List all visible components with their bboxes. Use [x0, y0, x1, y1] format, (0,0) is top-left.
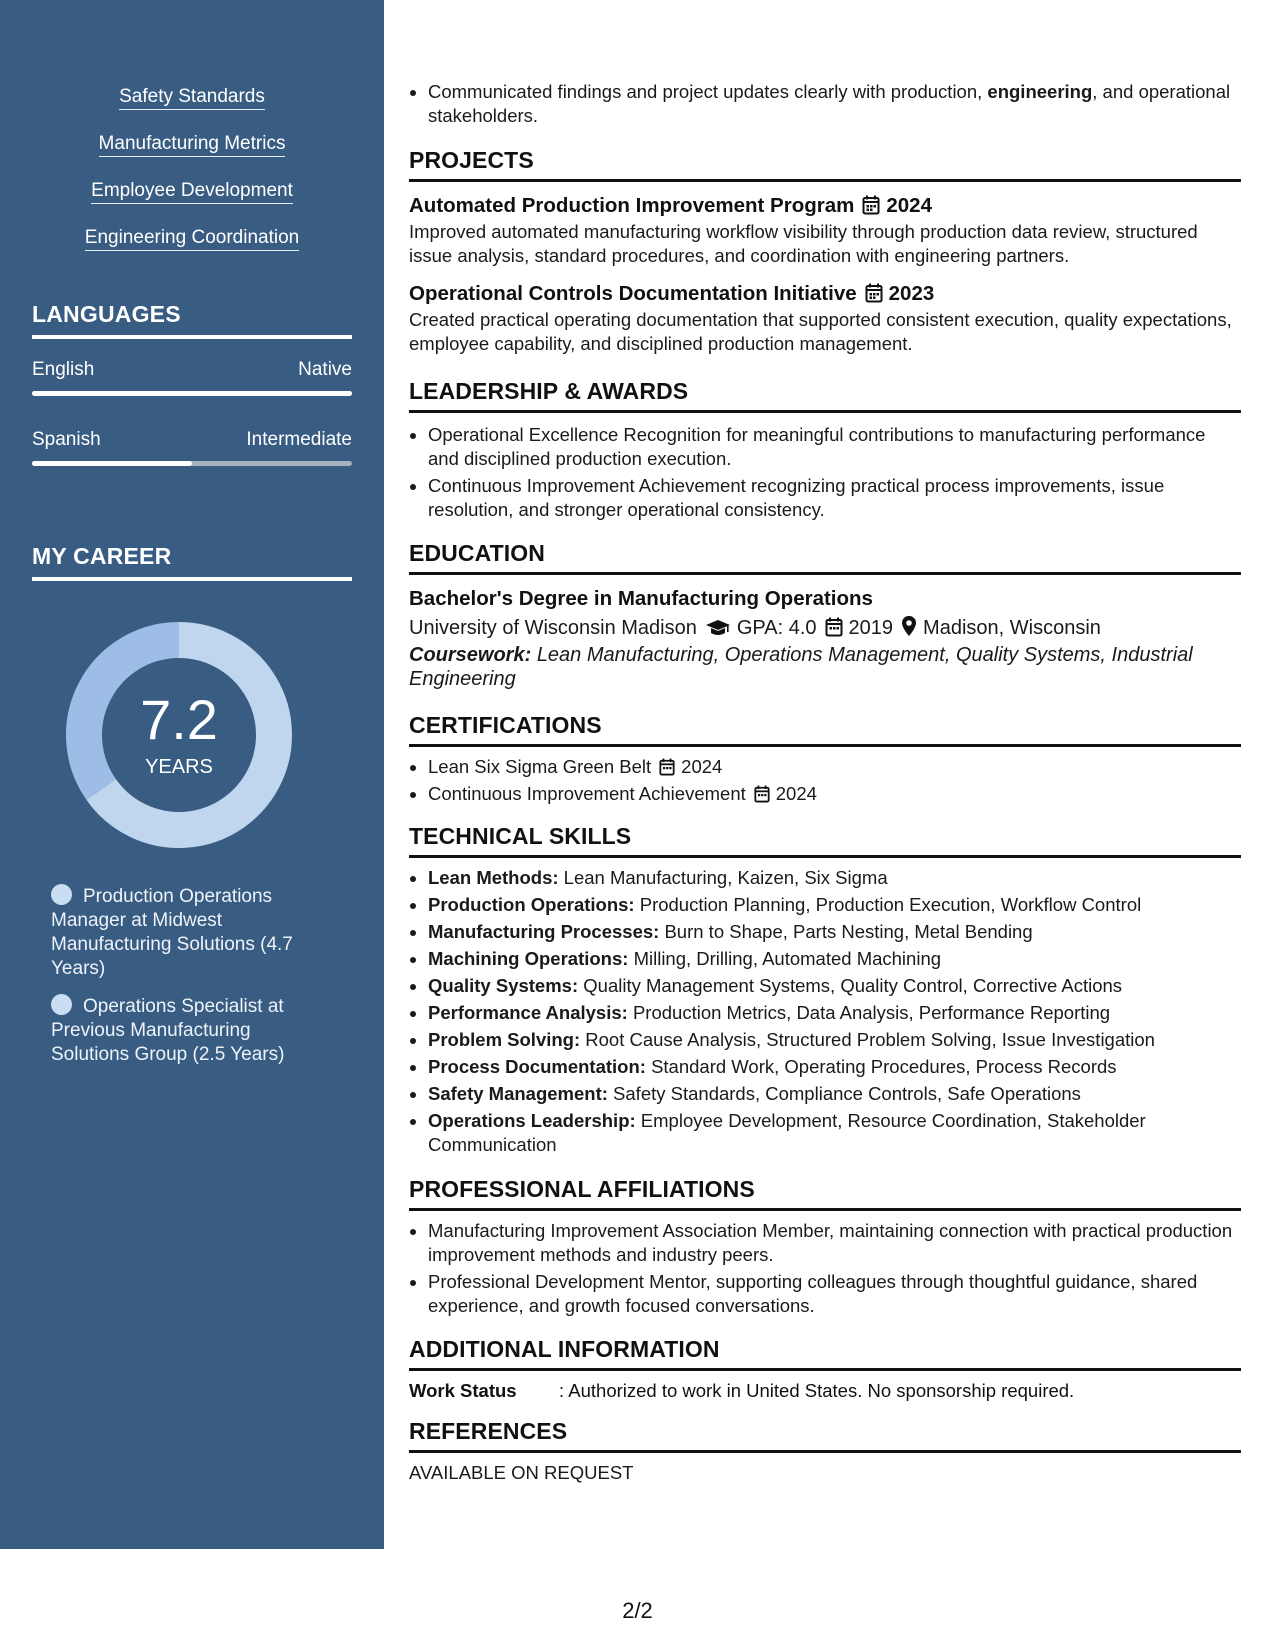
- skill-item: • Process Documentation: Standard Work, Operating Procedures, Process Records: [428, 1055, 1241, 1079]
- skill-tag[interactable]: Employee Development: [91, 180, 293, 204]
- school-name: University of Wisconsin Madison: [409, 617, 697, 639]
- skill-tag[interactable]: Manufacturing Metrics: [99, 133, 286, 157]
- skill-item: • Quality Systems: Quality Management Systems, Quality Control, Corrective Actions: [428, 974, 1241, 998]
- career-dot-icon: [51, 994, 72, 1015]
- certification-year: 2024: [775, 783, 817, 804]
- sidebar: [0, 0, 384, 1549]
- work-status-value: : Authorized to work in United States. No sponsorship required.: [559, 1380, 1075, 1401]
- calendar-icon: [862, 195, 880, 215]
- references-section: [409, 1418, 1241, 1485]
- language-bar-fill: [32, 391, 352, 396]
- project-year: 2023: [888, 282, 935, 305]
- career-item-text: Operations Specialist at Previous Manufacturing Solutions Group (2.5 Years): [51, 996, 285, 1065]
- sidebar-skills-list: [0, 86, 384, 274]
- list-item: • Operational Excellence Recognition for meaningful contributions to manufacturing performance and disciplined production execution.: [428, 423, 1241, 471]
- career-item-text: Production Operations Manager at Midwest Manufacturing Solutions (4.7 Years): [51, 886, 293, 979]
- career-heading: MY CAREER: [32, 543, 352, 581]
- page-number: 2/2: [622, 1598, 653, 1623]
- project-title: Operational Controls Documentation Initiative 2023: [409, 282, 935, 305]
- list-item: • Manufacturing Improvement Association Member, maintaining connection with practical production improvement methods and industry peers.: [428, 1219, 1241, 1267]
- language-name: Spanish: [32, 429, 101, 450]
- section-title: REFERENCES: [409, 1418, 1241, 1453]
- skill-item: • Performance Analysis: Production Metrics, Data Analysis, Performance Reporting: [428, 1001, 1241, 1025]
- graduation-year: 2019: [848, 617, 894, 639]
- skill-item: • Problem Solving: Root Cause Analysis, Structured Problem Solving, Issue Investigation: [428, 1028, 1241, 1052]
- list-item: • Continuous Improvement Achievement recognizing practical process improvements, issue resolution, and stronger operational consistency.: [428, 474, 1241, 522]
- skill-tag[interactable]: Engineering Coordination: [85, 227, 299, 251]
- location-pin-icon: [901, 615, 917, 637]
- project-description: Created practical operating documentation that supported consistent execution, quality expectations, employee capability, and disciplined production management.: [409, 309, 1232, 354]
- skill-item: • Operations Leadership: Employee Development, Resource Coordination, Stakeholder Communication: [428, 1109, 1241, 1157]
- career-donut: [66, 622, 292, 848]
- experience-continued: [409, 80, 1241, 131]
- section-title: CERTIFICATIONS: [409, 712, 1241, 747]
- list-item: • Communicated findings and project updates clearly with production, engineering, and operational stakeholders.: [428, 80, 1241, 128]
- list-item: • Lean Six Sigma Green Belt 2024: [428, 755, 1241, 779]
- education-section: [409, 540, 1241, 691]
- gpa: GPA: 4.0: [736, 617, 817, 639]
- section-title: TECHNICAL SKILLS: [409, 823, 1241, 858]
- calendar-icon: [754, 785, 770, 803]
- calendar-icon: [659, 758, 675, 776]
- career-years-value: 7.2: [140, 688, 218, 751]
- bold-keyword: engineering: [987, 81, 1093, 102]
- project-year: 2024: [886, 194, 932, 217]
- coursework-label: Coursework:: [409, 644, 532, 666]
- calendar-icon: [865, 283, 883, 303]
- technical-skills-section: [409, 823, 1241, 1160]
- coursework: Coursework: Lean Manufacturing, Operations Management, Quality Systems, Industrial Engineering: [409, 644, 1193, 690]
- leadership-section: [409, 378, 1241, 525]
- skill-item: • Production Operations: Production Planning, Production Execution, Workflow Control: [428, 893, 1241, 917]
- skill-tag[interactable]: Safety Standards: [119, 86, 265, 110]
- projects-section: [409, 147, 1241, 356]
- language-bar-fill: [32, 461, 192, 466]
- section-title: PROJECTS: [409, 147, 1241, 182]
- skill-item: • Machining Operations: Milling, Drilling, Automated Machining: [428, 947, 1241, 971]
- career-years-label: YEARS: [145, 756, 213, 778]
- languages-heading: LANGUAGES: [32, 301, 352, 339]
- career-item: [51, 994, 311, 1067]
- skill-item: • Lean Methods: Lean Manufacturing, Kaizen, Six Sigma: [428, 866, 1241, 890]
- section-title: LEADERSHIP & AWARDS: [409, 378, 1241, 413]
- career-dot-icon: [51, 884, 72, 905]
- education-details: [409, 613, 1241, 643]
- affiliations-section: [409, 1176, 1241, 1321]
- language-bar-track: [32, 461, 352, 466]
- additional-info-section: [409, 1336, 1241, 1403]
- references-text: AVAILABLE ON REQUEST: [409, 1462, 634, 1483]
- language-name: English: [32, 359, 95, 380]
- work-status-row: [409, 1379, 1241, 1403]
- project-description: Improved automated manufacturing workflow visibility through production data review, structured issue analysis, standard procedures, and coordination with engineering partners.: [409, 221, 1198, 266]
- education-location: Madison, Wisconsin: [923, 617, 1101, 639]
- list-item: • Professional Development Mentor, supporting colleagues through thoughtful guidance, shared experience, and growth focused conversations.: [428, 1270, 1241, 1318]
- language-level: Native: [298, 359, 352, 380]
- skill-item: • Manufacturing Processes: Burn to Shape, Parts Nesting, Metal Bending: [428, 920, 1241, 944]
- section-title: EDUCATION: [409, 540, 1241, 575]
- project-title: Automated Production Improvement Program 2024: [409, 194, 932, 217]
- calendar-icon: [825, 617, 843, 637]
- graduation-cap-icon: [705, 619, 731, 637]
- work-status-label: Work Status: [409, 1380, 517, 1401]
- certifications-section: [409, 712, 1241, 809]
- career-item: [51, 884, 311, 981]
- language-bar-track: [32, 391, 352, 396]
- list-item: • Continuous Improvement Achievement 2024: [428, 782, 1241, 806]
- degree-title: Bachelor's Degree in Manufacturing Operations: [409, 587, 873, 610]
- skill-item: • Safety Management: Safety Standards, Compliance Controls, Safe Operations: [428, 1082, 1241, 1106]
- language-level: Intermediate: [246, 429, 352, 450]
- section-title: PROFESSIONAL AFFILIATIONS: [409, 1176, 1241, 1211]
- section-title: ADDITIONAL INFORMATION: [409, 1336, 1241, 1371]
- certification-year: 2024: [681, 756, 723, 777]
